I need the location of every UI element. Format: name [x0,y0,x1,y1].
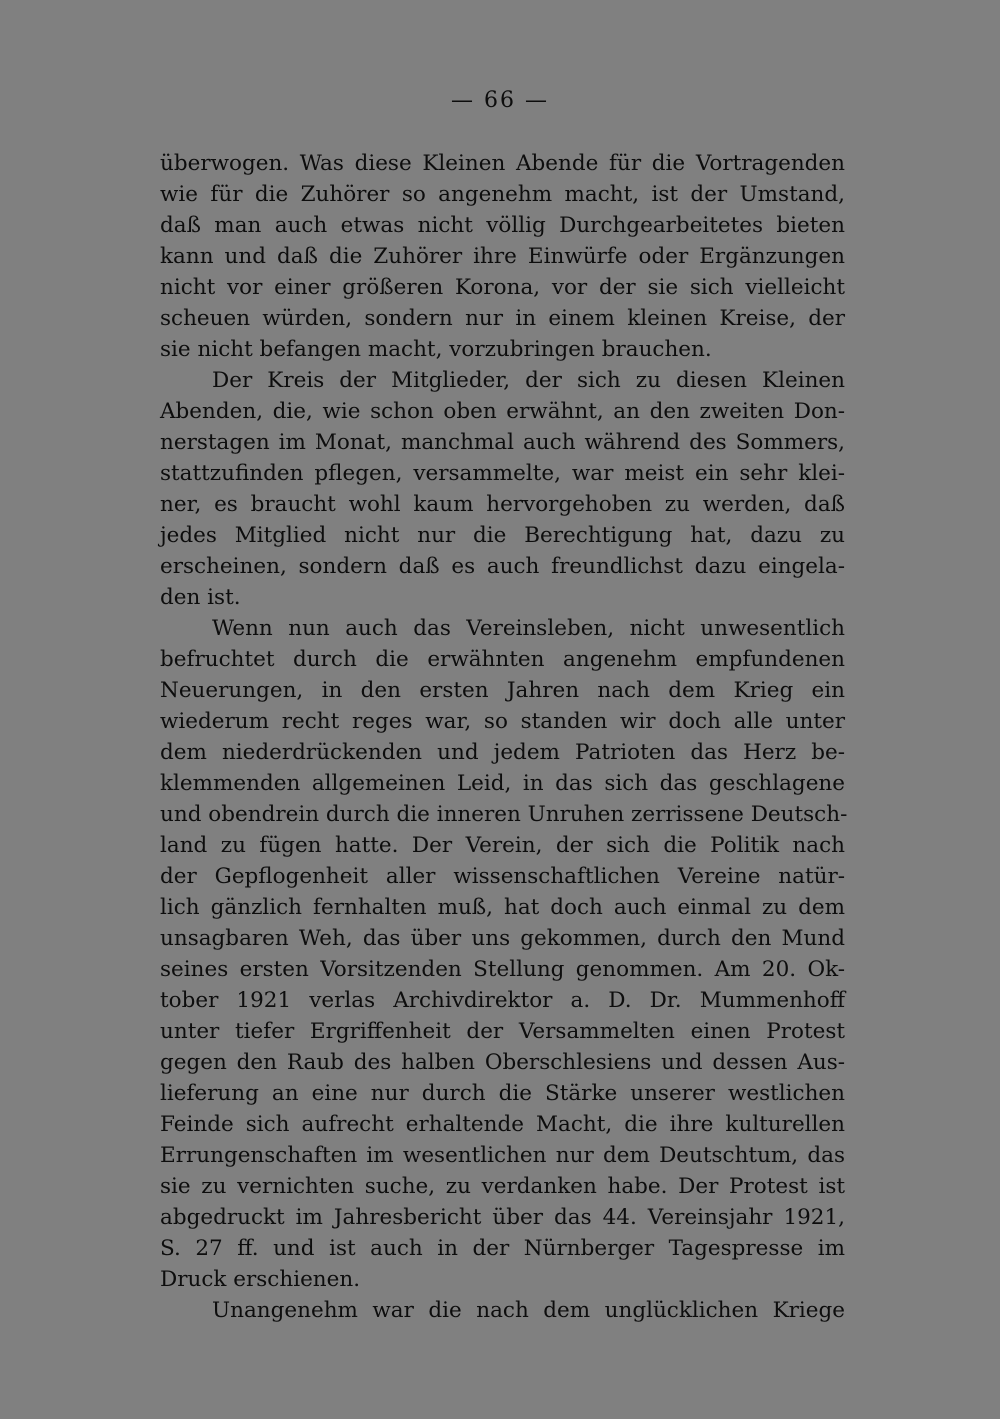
text-line: lieferung an eine nur durch die Stärke unserer westlichen [160,1081,845,1106]
text-line: dem niederdrückenden und jedem Patrioten das Herz be- [160,740,845,765]
text-line: S. 27 ff. und ist auch in der Nürnberger Tagespresse im [160,1236,845,1261]
text-line: Abenden, die, wie schon oben erwähnt, an den zweiten Don- [160,399,845,424]
text-line: land zu fügen hatte. Der Verein, der sich die Politik nach [160,833,845,858]
text-line: unsagbaren Weh, das über uns gekommen, durch den Mund [160,926,845,951]
text-line: Der Kreis der Mitglieder, der sich zu diesen Kleinen [212,368,845,393]
text-line: den ist. [160,585,241,610]
text-line: abgedruckt im Jahresbericht über das 44. Vereinsjahr 1921, [160,1205,845,1230]
text-line: scheuen würden, sondern nur in einem kleinen Kreise, der [160,306,845,331]
text-line: nicht vor einer größeren Korona, vor der sie sich vielleicht [160,275,845,300]
text-line: Unangenehm war die nach dem unglücklichen Kriege [212,1298,845,1323]
text-line: daß man auch etwas nicht völlig Durchgearbeitetes bieten [160,213,845,238]
text-line: jedes Mitglied nicht nur die Berechtigung hat, dazu zu [160,523,845,548]
text-line: sie zu vernichten suche, zu verdanken habe. Der Protest ist [160,1174,845,1199]
text-line: Errungenschaften im wesentlichen nur dem Deutschtum, das [160,1143,845,1168]
text-line: seines ersten Vorsitzenden Stellung genommen. Am 20. Ok- [160,957,845,982]
text-line: Wenn nun auch das Vereinsleben, nicht unwesentlich [212,616,845,641]
text-line: sie nicht befangen macht, vorzubringen brauchen. [160,337,712,362]
text-line: ner, es braucht wohl kaum hervorgehoben zu werden, daß [160,492,845,517]
text-line: wie für die Zuhörer so angenehm macht, ist der Umstand, [160,182,845,207]
text-line: unter tiefer Ergriffenheit der Versammelten einen Protest [160,1019,845,1044]
text-line: befruchtet durch die erwähnten angenehm empfundenen [160,647,845,672]
body-text [160,148,848,1326]
text-line: kann und daß die Zuhörer ihre Einwürfe oder Ergänzungen [160,244,845,269]
text-line: stattzufinden pflegen, versammelte, war meist ein sehr klei- [160,461,845,486]
text-line: gegen den Raub des halben Oberschlesiens und dessen Aus- [160,1050,845,1075]
text-line: nerstagen im Monat, manchmal auch während des Sommers, [160,430,845,455]
text-line: und obendrein durch die inneren Unruhen zerrissene Deutsch- [160,802,848,827]
text-line: erscheinen, sondern daß es auch freundlichst dazu eingela- [160,554,845,579]
text-line: klemmenden allgemeinen Leid, in das sich das geschlagene [160,771,845,796]
text-line: der Gepflogenheit aller wissenschaftlichen Vereine natür- [160,864,845,889]
text-line: überwogen. Was diese Kleinen Abende für die Vortragenden [160,151,845,176]
text-line: tober 1921 verlas Archivdirektor a. D. Dr. Mummenhoff [160,988,845,1013]
text-line: lich gänzlich fernhalten muß, hat doch auch einmal zu dem [160,895,845,920]
page-number: — 66 — [451,88,549,113]
text-line: Neuerungen, in den ersten Jahren nach dem Krieg ein [160,678,845,703]
text-line: Druck erschienen. [160,1267,361,1292]
text-line: wiederum recht reges war, so standen wir doch alle unter [160,709,845,734]
text-line: Feinde sich aufrecht erhaltende Macht, die ihre kulturellen [160,1112,845,1137]
